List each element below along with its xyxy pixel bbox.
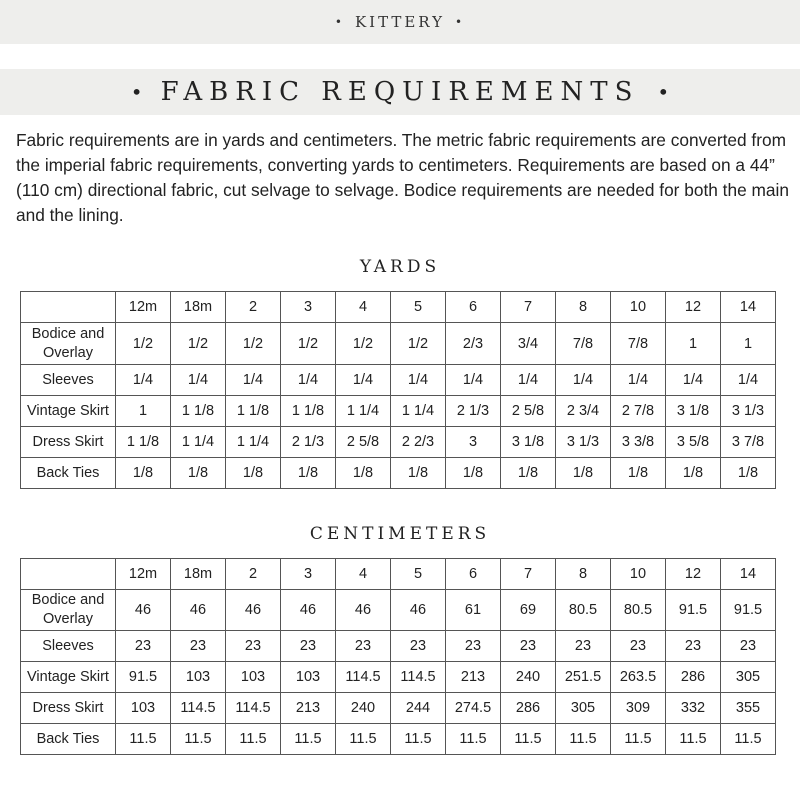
value-cell: 3 1/8	[666, 396, 721, 427]
row-label-cell: Dress Skirt	[21, 427, 116, 458]
size-header-cell: 14	[721, 292, 776, 323]
table-row	[21, 458, 776, 489]
table-corner-cell	[21, 559, 116, 590]
value-cell: 1/8	[391, 458, 446, 489]
value-cell: 11.5	[556, 724, 611, 755]
row-label-cell: Vintage Skirt	[21, 662, 116, 693]
value-cell: 23	[501, 631, 556, 662]
value-cell: 1/4	[171, 365, 226, 396]
value-cell: 1/2	[226, 323, 281, 365]
value-cell: 23	[171, 631, 226, 662]
table-row	[21, 662, 776, 693]
value-cell: 251.5	[556, 662, 611, 693]
value-cell: 1 1/4	[391, 396, 446, 427]
table-row	[21, 365, 776, 396]
value-cell: 11.5	[446, 724, 501, 755]
value-cell: 23	[556, 631, 611, 662]
value-cell: 11.5	[611, 724, 666, 755]
value-cell: 3	[446, 427, 501, 458]
value-cell: 305	[721, 662, 776, 693]
value-cell: 80.5	[611, 590, 666, 631]
value-cell: 2 1/3	[281, 427, 336, 458]
value-cell: 11.5	[281, 724, 336, 755]
value-cell: 61	[446, 590, 501, 631]
value-cell: 2/3	[446, 323, 501, 365]
value-cell: 103	[171, 662, 226, 693]
value-cell: 1/8	[446, 458, 501, 489]
value-cell: 1 1/8	[116, 427, 171, 458]
value-cell: 1/2	[281, 323, 336, 365]
size-header-cell: 7	[501, 559, 556, 590]
size-header-cell: 6	[446, 559, 501, 590]
value-cell: 213	[281, 693, 336, 724]
value-cell: 1/8	[721, 458, 776, 489]
size-header-cell: 4	[336, 559, 391, 590]
value-cell: 1 1/4	[226, 427, 281, 458]
value-cell: 11.5	[721, 724, 776, 755]
size-header-cell: 5	[391, 292, 446, 323]
yards-table	[20, 291, 776, 489]
value-cell: 1/8	[666, 458, 721, 489]
value-cell: 1 1/8	[226, 396, 281, 427]
value-cell: 1 1/8	[171, 396, 226, 427]
value-cell: 23	[336, 631, 391, 662]
row-label-cell: Sleeves	[21, 365, 116, 396]
value-cell: 11.5	[391, 724, 446, 755]
centimeters-table	[20, 558, 776, 755]
size-header-cell: 18m	[171, 292, 226, 323]
value-cell: 114.5	[391, 662, 446, 693]
size-header-cell: 12	[666, 292, 721, 323]
value-cell: 46	[391, 590, 446, 631]
table-row	[21, 724, 776, 755]
value-cell: 46	[171, 590, 226, 631]
value-cell: 244	[391, 693, 446, 724]
yards-section-title: YARDS	[359, 257, 441, 277]
page-title: FABRIC REQUIREMENTS	[160, 77, 640, 107]
row-label-cell: Sleeves	[21, 631, 116, 662]
row-label-cell: Back Ties	[21, 724, 116, 755]
value-cell: 3/4	[501, 323, 556, 365]
value-cell: 23	[226, 631, 281, 662]
value-cell: 114.5	[226, 693, 281, 724]
size-header-cell: 12m	[116, 292, 171, 323]
table-corner-cell	[21, 292, 116, 323]
value-cell: 11.5	[171, 724, 226, 755]
table-header-row	[21, 559, 776, 590]
size-header-cell: 3	[281, 559, 336, 590]
value-cell: 80.5	[556, 590, 611, 631]
size-header-cell: 12m	[116, 559, 171, 590]
bullet-icon: •	[455, 15, 466, 29]
value-cell: 3 3/8	[611, 427, 666, 458]
value-cell: 1/4	[226, 365, 281, 396]
value-cell: 91.5	[666, 590, 721, 631]
size-header-cell: 18m	[171, 559, 226, 590]
value-cell: 3 1/3	[556, 427, 611, 458]
value-cell: 1	[116, 396, 171, 427]
value-cell: 11.5	[666, 724, 721, 755]
value-cell: 7/8	[556, 323, 611, 365]
value-cell: 286	[666, 662, 721, 693]
value-cell: 305	[556, 693, 611, 724]
table-row	[21, 693, 776, 724]
value-cell: 1 1/4	[336, 396, 391, 427]
value-cell: 103	[116, 693, 171, 724]
bullet-icon: •	[334, 15, 345, 29]
size-header-cell: 3	[281, 292, 336, 323]
size-header-cell: 8	[556, 292, 611, 323]
size-header-cell: 10	[611, 292, 666, 323]
value-cell: 2 7/8	[611, 396, 666, 427]
value-cell: 3 1/8	[501, 427, 556, 458]
size-header-cell: 7	[501, 292, 556, 323]
value-cell: 1/4	[281, 365, 336, 396]
value-cell: 1/4	[611, 365, 666, 396]
brand-header	[0, 0, 800, 44]
value-cell: 69	[501, 590, 556, 631]
page-title-bar	[0, 69, 800, 115]
value-cell: 1/4	[721, 365, 776, 396]
value-cell: 1/4	[116, 365, 171, 396]
value-cell: 2 3/4	[556, 396, 611, 427]
value-cell: 23	[391, 631, 446, 662]
row-label-cell: Bodice and Overlay	[21, 590, 116, 631]
value-cell: 2 5/8	[336, 427, 391, 458]
table-row	[21, 323, 776, 365]
value-cell: 3 7/8	[721, 427, 776, 458]
size-header-cell: 4	[336, 292, 391, 323]
value-cell: 1	[666, 323, 721, 365]
value-cell: 23	[116, 631, 171, 662]
row-label-cell: Dress Skirt	[21, 693, 116, 724]
intro-paragraph: Fabric requirements are in yards and centimeters. The metric fabric requirements are converted from the imperial fabric requirements, converting yards to centimeters. Requirements are based on a 44” (110 cm) directional fabric, cut selvage to selvage. Bodice requirements are needed for both the main and the lining.	[16, 130, 789, 225]
value-cell: 1/8	[226, 458, 281, 489]
value-cell: 1/2	[336, 323, 391, 365]
value-cell: 286	[501, 693, 556, 724]
value-cell: 2 1/3	[446, 396, 501, 427]
table-row	[21, 631, 776, 662]
value-cell: 274.5	[446, 693, 501, 724]
table-row	[21, 590, 776, 631]
value-cell: 213	[446, 662, 501, 693]
value-cell: 114.5	[336, 662, 391, 693]
value-cell: 11.5	[336, 724, 391, 755]
size-header-cell: 6	[446, 292, 501, 323]
size-header-cell: 14	[721, 559, 776, 590]
value-cell: 1/2	[391, 323, 446, 365]
value-cell: 263.5	[611, 662, 666, 693]
value-cell: 23	[281, 631, 336, 662]
value-cell: 309	[611, 693, 666, 724]
value-cell: 23	[446, 631, 501, 662]
value-cell: 1/8	[556, 458, 611, 489]
value-cell: 1/4	[556, 365, 611, 396]
value-cell: 103	[226, 662, 281, 693]
brand-name: KITTERY	[354, 13, 446, 31]
size-header-cell: 10	[611, 559, 666, 590]
size-header-cell: 2	[226, 559, 281, 590]
value-cell: 23	[666, 631, 721, 662]
value-cell: 1 1/4	[171, 427, 226, 458]
bullet-icon: •	[130, 80, 143, 104]
value-cell: 46	[226, 590, 281, 631]
value-cell: 11.5	[226, 724, 281, 755]
centimeters-section-title: CENTIMETERS	[309, 524, 491, 544]
value-cell: 1/8	[336, 458, 391, 489]
value-cell: 46	[281, 590, 336, 631]
value-cell: 91.5	[116, 662, 171, 693]
value-cell: 114.5	[171, 693, 226, 724]
value-cell: 1	[721, 323, 776, 365]
value-cell: 1/8	[116, 458, 171, 489]
table-row	[21, 396, 776, 427]
size-header-cell: 2	[226, 292, 281, 323]
value-cell: 355	[721, 693, 776, 724]
value-cell: 46	[336, 590, 391, 631]
value-cell: 1 1/8	[281, 396, 336, 427]
bullet-icon: •	[657, 80, 670, 104]
table-header-row	[21, 292, 776, 323]
value-cell: 3 5/8	[666, 427, 721, 458]
value-cell: 7/8	[611, 323, 666, 365]
value-cell: 1/2	[171, 323, 226, 365]
value-cell: 240	[501, 662, 556, 693]
value-cell: 1/2	[116, 323, 171, 365]
value-cell: 46	[116, 590, 171, 631]
value-cell: 1/4	[446, 365, 501, 396]
value-cell: 103	[281, 662, 336, 693]
value-cell: 1/8	[171, 458, 226, 489]
value-cell: 332	[666, 693, 721, 724]
value-cell: 1/4	[666, 365, 721, 396]
value-cell: 1/4	[391, 365, 446, 396]
row-label-cell: Vintage Skirt	[21, 396, 116, 427]
value-cell: 1/4	[336, 365, 391, 396]
value-cell: 2 2/3	[391, 427, 446, 458]
value-cell: 1/8	[611, 458, 666, 489]
value-cell: 240	[336, 693, 391, 724]
value-cell: 1/8	[281, 458, 336, 489]
value-cell: 1/8	[501, 458, 556, 489]
size-header-cell: 8	[556, 559, 611, 590]
size-header-cell: 12	[666, 559, 721, 590]
value-cell: 23	[611, 631, 666, 662]
size-header-cell: 5	[391, 559, 446, 590]
value-cell: 23	[721, 631, 776, 662]
row-label-cell: Bodice and Overlay	[21, 323, 116, 365]
table-row	[21, 427, 776, 458]
value-cell: 2 5/8	[501, 396, 556, 427]
value-cell: 11.5	[116, 724, 171, 755]
value-cell: 3 1/3	[721, 396, 776, 427]
row-label-cell: Back Ties	[21, 458, 116, 489]
value-cell: 11.5	[501, 724, 556, 755]
value-cell: 91.5	[721, 590, 776, 631]
value-cell: 1/4	[501, 365, 556, 396]
